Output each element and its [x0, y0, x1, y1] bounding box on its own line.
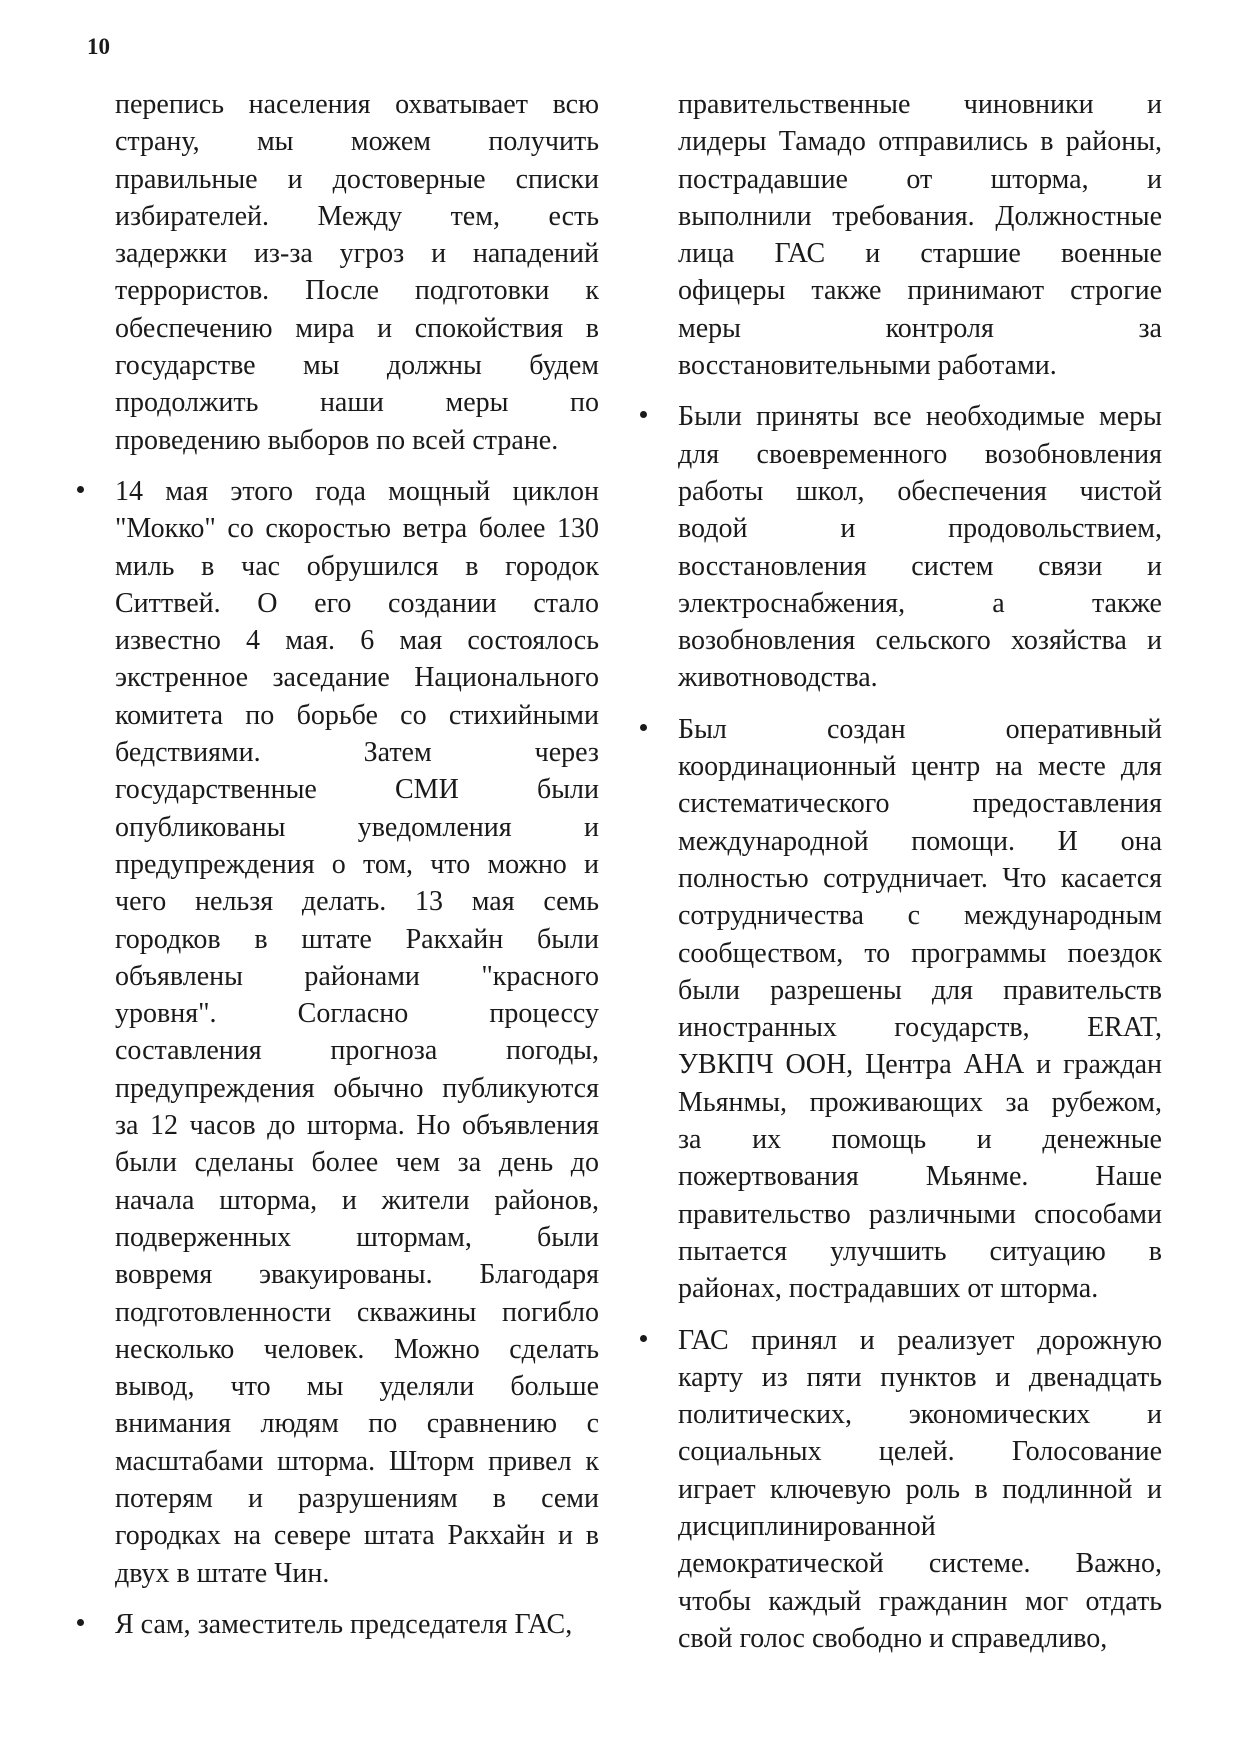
text-line: перепись населения охватывает всю	[115, 89, 599, 120]
text-line: лица ГАС и старшие военные	[678, 238, 1162, 270]
text-line: выполнили требования. Должностные	[678, 200, 1162, 232]
text-line: предупреждения о том, что можно и	[115, 848, 599, 880]
text-line: продолжить наши меры по	[115, 387, 599, 419]
text-line: обеспечению мира и спокойствия в	[115, 312, 599, 344]
text-line: бедствиями. Затем через	[115, 737, 599, 769]
text-line: несколько человек. Можно сделать	[115, 1333, 599, 1365]
text-line: за 12 часов до шторма. Но объявления	[115, 1110, 599, 1142]
text-line: для своевременного возобновления	[678, 438, 1162, 470]
text-line: потерям и разрушениям в семи	[115, 1482, 599, 1514]
bullet-icon	[640, 411, 647, 418]
bullet-icon	[77, 1619, 84, 1626]
text-line: правительство различными способами	[678, 1198, 1162, 1230]
text-line: были разрешены для правительств	[678, 974, 1162, 1006]
text-line: страну, мы можем получить	[115, 126, 599, 158]
text-line: опубликованы уведомления и	[115, 811, 599, 843]
bullet-paragraph	[678, 1322, 1162, 1658]
paragraph	[115, 86, 599, 459]
text-line: известно 4 мая. 6 мая состоялось	[115, 625, 599, 657]
text-line: офицеры также принимают строгие	[678, 275, 1162, 307]
bullet-paragraph	[678, 398, 1162, 696]
text-line: государственные СМИ были	[115, 774, 599, 806]
text-line: экстренное заседание Национального	[115, 662, 599, 694]
bullet-icon	[640, 1335, 647, 1342]
text-line: уровня". Согласно процессу	[115, 998, 599, 1030]
text-line: сообществом, то программы поездок	[678, 937, 1162, 969]
text-line: демократической системе. Важно,	[678, 1548, 1162, 1580]
left-column	[115, 86, 599, 1643]
text-line: систематического предоставления	[678, 788, 1162, 820]
right-column	[678, 86, 1162, 1657]
text-line: подготовленности скважины погибло	[115, 1296, 599, 1328]
text-line: задержки из-за угроз и нападений	[115, 238, 599, 270]
text-line: масштабами шторма. Шторм привел к	[115, 1445, 599, 1477]
text-line: ГАС принял и реализует дорожную	[678, 1324, 1162, 1356]
text-line: правительственные чиновники и	[678, 89, 1162, 120]
bullet-icon	[77, 486, 84, 493]
text-line: возобновления сельского хозяйства и	[678, 625, 1162, 657]
text-line: террористов. После подготовки к	[115, 275, 599, 307]
text-line: иностранных государств, ERAT,	[678, 1012, 1162, 1044]
text-line: Были приняты все необходимые меры	[678, 401, 1162, 433]
text-line: правильные и достоверные списки	[115, 163, 599, 195]
text-line: координационный центр на месте для	[678, 751, 1162, 783]
text-line: "Мокко" со скоростью ветра более 130	[115, 513, 599, 545]
text-line: государстве мы должны будем	[115, 350, 599, 382]
text-line: двух в штате Чин.	[115, 1557, 330, 1589]
text-line: международной помощи. И она	[678, 825, 1162, 857]
text-line: 14 мая этого года мощный циклон	[115, 475, 599, 507]
text-line: пожертвования Мьянме. Наше	[678, 1161, 1162, 1193]
text-line: УВКПЧ ООН, Центра АНА и граждан	[678, 1049, 1162, 1081]
bullet-paragraph	[115, 1606, 599, 1643]
bullet-paragraph	[115, 473, 599, 1592]
text-line: избирателей. Между тем, есть	[115, 200, 599, 232]
text-line: пытается улучшить ситуацию в	[678, 1235, 1162, 1267]
text-line: городках на севере штата Ракхайн и в	[115, 1520, 599, 1552]
text-line: были сделаны более чем за день до	[115, 1147, 599, 1179]
text-line: животноводства.	[678, 662, 878, 694]
text-line: за их помощь и денежные	[678, 1124, 1162, 1156]
text-line: Был создан оперативный	[678, 713, 1162, 745]
bullet-paragraph	[678, 711, 1162, 1308]
text-line: Я сам, заместитель председателя ГАС,	[115, 1608, 573, 1640]
text-line: Мьянмы, проживающих за рубежом,	[678, 1086, 1162, 1118]
text-line: проведению выборов по всей стране.	[115, 424, 559, 456]
text-line: социальных целей. Голосование	[678, 1436, 1162, 1468]
text-line: работы школ, обеспечения чистой	[678, 475, 1162, 507]
text-line: вовремя эвакуированы. Благодаря	[115, 1259, 599, 1291]
page-number: 10	[87, 34, 110, 59]
text-line: меры контроля за	[678, 312, 1162, 344]
bullet-icon	[640, 724, 647, 731]
text-line: чтобы каждый гражданин мог отдать	[678, 1585, 1162, 1617]
text-line: пострадавшие от шторма, и	[678, 163, 1162, 195]
text-line: объявлены районами "красного	[115, 960, 599, 992]
text-line: карту из пяти пунктов и двенадцать	[678, 1361, 1162, 1393]
text-line: вывод, что мы уделяли больше	[115, 1371, 599, 1403]
text-line: водой и продовольствием,	[678, 513, 1162, 545]
text-line: сотрудничества с международным	[678, 900, 1162, 932]
paragraph	[678, 86, 1162, 384]
text-line: лидеры Тамадо отправились в районы,	[678, 126, 1162, 158]
text-line: предупреждения обычно публикуются	[115, 1072, 599, 1104]
text-line: подверженных штормам, были	[115, 1221, 599, 1253]
text-line: внимания людям по сравнению с	[115, 1408, 599, 1440]
text-line: восстановления систем связи и	[678, 550, 1162, 582]
text-line: миль в час обрушился в городок	[115, 550, 599, 582]
text-line: начала шторма, и жители районов,	[115, 1184, 599, 1216]
text-line: свой голос свободно и справедливо,	[678, 1622, 1108, 1654]
text-line: чего нельзя делать. 13 мая семь	[115, 886, 599, 918]
text-line: составления прогноза погоды,	[115, 1035, 599, 1067]
text-line: комитета по борьбе со стихийными	[115, 699, 599, 731]
text-line: городков в штате Ракхайн были	[115, 923, 599, 955]
text-line: полностью сотрудничает. Что касается	[678, 862, 1162, 894]
text-line: восстановительными работами.	[678, 350, 1057, 382]
text-line: политических, экономических и	[678, 1399, 1162, 1431]
text-line: Ситтвей. О его создании стало	[115, 587, 599, 619]
text-line: районах, пострадавших от шторма.	[678, 1273, 1099, 1305]
text-line: играет ключевую роль в подлинной и	[678, 1473, 1162, 1505]
text-line: дисциплинированной	[678, 1510, 936, 1542]
text-line: электроснабжения, а также	[678, 587, 1162, 619]
